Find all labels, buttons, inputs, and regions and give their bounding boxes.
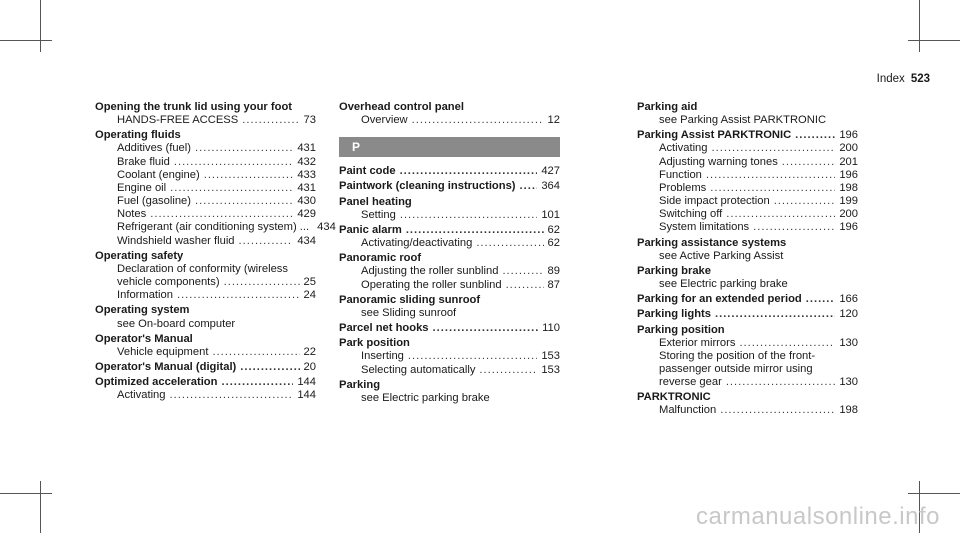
index-heading xyxy=(95,376,316,389)
entry-label: Information xyxy=(117,289,173,302)
entry-page-number: 198 xyxy=(839,181,858,194)
index-subentry xyxy=(637,195,858,208)
index-subentry xyxy=(339,265,560,278)
entry-label: Parking Assist PARKTRONIC xyxy=(637,129,792,142)
entry-page-number: 130 xyxy=(839,376,858,389)
index-subentry xyxy=(339,364,560,377)
index-heading: Operating fluids xyxy=(95,129,181,142)
index-subentry xyxy=(637,169,858,182)
entry-label: Overview xyxy=(361,114,408,127)
leader-dots xyxy=(240,361,299,374)
crop-mark xyxy=(0,493,52,494)
index-subentry: see On-board computer xyxy=(117,317,236,330)
index-subentry xyxy=(95,235,316,248)
entry-label: HANDS-FREE ACCESS xyxy=(117,114,239,127)
index-subentry xyxy=(637,208,858,221)
leader-dots xyxy=(195,142,293,155)
entry-page-number: 87 xyxy=(547,278,560,291)
index-subentry xyxy=(637,337,858,350)
leader-dots xyxy=(506,279,544,292)
entry-page-number: 196 xyxy=(839,168,858,181)
leader-dots xyxy=(774,195,836,208)
entry-page-number: 200 xyxy=(839,142,858,155)
leader-dots xyxy=(221,376,293,389)
leader-dots xyxy=(433,322,539,335)
index-heading xyxy=(637,308,858,321)
entry-label: Panic alarm xyxy=(339,223,402,236)
index-subentry xyxy=(95,208,316,221)
entry-label: Inserting xyxy=(361,350,404,363)
entry-label: Activating xyxy=(117,389,166,402)
index-heading xyxy=(339,322,560,335)
entry-label: Parking for an extended period xyxy=(637,293,802,306)
entry-page-number: 130 xyxy=(839,336,858,349)
leader-dots xyxy=(242,114,299,127)
index-heading: Panel heating xyxy=(339,195,412,208)
index-heading: Parking aid xyxy=(637,101,698,113)
leader-dots xyxy=(177,289,300,302)
watermark: carmanualsonline.info xyxy=(696,503,940,530)
index-subentry xyxy=(637,376,858,389)
leader-dots xyxy=(806,293,836,306)
entry-page-number: 153 xyxy=(541,363,560,376)
index-heading: Overhead control panel xyxy=(339,101,464,113)
entry-page-number: 153 xyxy=(541,350,560,363)
index-heading xyxy=(339,224,560,237)
entry-page-number: 120 xyxy=(839,308,858,321)
leader-dots xyxy=(479,364,537,377)
index-subentry xyxy=(339,237,560,250)
entry-page-number: 427 xyxy=(541,165,560,178)
index-heading: Opening the trunk lid using your foot xyxy=(95,101,293,113)
letter-section-bar xyxy=(339,137,560,157)
entry-page-number: 62 xyxy=(547,223,560,236)
entry-page-number: 196 xyxy=(839,221,858,234)
entry-page-number: 431 xyxy=(297,181,316,194)
entry-page-number: 110 xyxy=(542,322,560,335)
index-subentry: Declaration of conformity (wireless xyxy=(117,262,288,275)
index-subentry xyxy=(95,389,316,402)
leader-dots xyxy=(520,180,538,193)
entry-label: Selecting automatically xyxy=(361,363,476,376)
leader-dots xyxy=(170,182,293,195)
index-subentry xyxy=(339,114,560,127)
index-column-2 xyxy=(339,101,560,405)
entry-label: Brake fluid xyxy=(117,155,170,168)
leader-dots xyxy=(706,169,835,182)
entry-label: Windshield washer fluid xyxy=(117,234,235,247)
index-subentry: see Active Parking Assist xyxy=(659,249,784,262)
leader-dots xyxy=(195,195,293,208)
header-label: Index xyxy=(876,73,905,85)
index-subentry: passenger outside mirror using xyxy=(659,362,813,375)
index-column-3 xyxy=(637,101,858,418)
index-subentry: see Electric parking brake xyxy=(361,391,490,404)
leader-dots xyxy=(212,346,299,359)
page-number: 523 xyxy=(910,73,930,85)
entry-page-number: 200 xyxy=(839,208,858,221)
index-subentry xyxy=(637,156,858,169)
entry-page-number: 73 xyxy=(303,114,316,127)
entry-page-number: 144 xyxy=(297,389,316,402)
leader-dots xyxy=(150,208,293,221)
index-heading: Operating system xyxy=(95,304,190,317)
entry-page-number: 196 xyxy=(839,129,858,142)
index-subentry xyxy=(95,142,316,155)
leader-dots xyxy=(170,389,294,402)
entry-page-number: 364 xyxy=(541,180,560,193)
index-heading: Parking assistance systems xyxy=(637,236,787,249)
entry-label: Paintwork (cleaning instructions) xyxy=(339,180,516,193)
index-subentry xyxy=(95,221,336,234)
leader-dots xyxy=(726,376,836,389)
index-subentry xyxy=(339,350,560,363)
leader-dots xyxy=(753,221,835,234)
crop-mark xyxy=(40,481,41,533)
leader-dots xyxy=(406,224,544,237)
index-subentry xyxy=(95,156,316,169)
entry-page-number: 432 xyxy=(297,155,316,168)
entry-page-number: 12 xyxy=(547,114,560,127)
entry-page-number: 433 xyxy=(297,168,316,181)
leader-dots xyxy=(710,182,835,195)
entry-label: Function xyxy=(659,168,702,181)
entry-page-number: 101 xyxy=(541,208,560,221)
entry-label: Additives (fuel) xyxy=(117,142,191,155)
crop-mark xyxy=(0,40,52,41)
entry-page-number: 429 xyxy=(297,208,316,221)
entry-page-number: 198 xyxy=(839,404,858,417)
entry-page-number: 20 xyxy=(303,360,316,373)
index-subentry xyxy=(95,169,316,182)
index-subentry: see Electric parking brake xyxy=(659,278,788,291)
index-subentry xyxy=(95,276,316,289)
leader-dots xyxy=(795,129,835,142)
leader-dots xyxy=(502,265,543,278)
index-heading xyxy=(637,293,858,306)
index-heading: Panoramic sliding sunroof xyxy=(339,293,481,306)
entry-page-number: 62 xyxy=(547,237,560,250)
index-heading: Operator's Manual xyxy=(95,332,193,345)
index-heading: Parking xyxy=(339,378,381,391)
index-heading: Operating safety xyxy=(95,249,184,262)
entry-label: Exterior mirrors xyxy=(659,336,736,349)
index-subentry xyxy=(95,114,316,127)
entry-label: Parcel net hooks xyxy=(339,322,429,335)
index-subentry xyxy=(339,279,560,292)
leader-dots xyxy=(400,165,538,178)
entry-page-number: 144 xyxy=(297,376,316,389)
leader-dots xyxy=(174,156,293,169)
crop-mark xyxy=(919,0,920,52)
entry-label: Fuel (gasoline) xyxy=(117,195,191,208)
entry-label: Side impact protection xyxy=(659,195,770,208)
entry-label: Optimized acceleration xyxy=(95,376,218,389)
entry-label: Adjusting warning tones xyxy=(659,155,778,168)
leader-dots xyxy=(239,235,294,248)
entry-page-number: 22 xyxy=(303,345,316,358)
entry-label: Refrigerant (air conditioning system) ... xyxy=(117,221,310,234)
index-heading xyxy=(339,165,560,178)
entry-label: Coolant (engine) xyxy=(117,168,200,181)
crop-mark xyxy=(908,40,960,41)
leader-dots xyxy=(715,308,835,321)
entry-page-number: 430 xyxy=(297,195,316,208)
entry-label: Parking lights xyxy=(637,308,711,321)
entry-page-number: 89 xyxy=(547,265,560,278)
index-subentry xyxy=(637,182,858,195)
index-subentry: see Parking Assist PARKTRONIC xyxy=(659,114,827,127)
leader-dots xyxy=(720,404,835,417)
index-heading xyxy=(95,361,316,374)
entry-label: System limitations xyxy=(659,221,750,234)
index-subentry xyxy=(95,346,316,359)
index-heading: PARKTRONIC xyxy=(637,391,711,404)
leader-dots xyxy=(726,208,835,221)
entry-label: Switching off xyxy=(659,208,723,221)
entry-page-number: 25 xyxy=(303,276,316,289)
index-subentry xyxy=(339,209,560,222)
entry-label: Notes xyxy=(117,208,147,221)
page-header xyxy=(877,73,930,85)
index-subentry xyxy=(637,221,858,234)
index-heading xyxy=(637,129,858,142)
index-column-1 xyxy=(95,101,336,402)
leader-dots xyxy=(224,276,300,289)
index-subentry xyxy=(95,182,316,195)
entry-label: Activating xyxy=(659,142,708,155)
entry-label: vehicle components) xyxy=(117,276,220,289)
entry-page-number: 431 xyxy=(297,142,316,155)
index-subentry: see Sliding sunroof xyxy=(361,306,457,319)
entry-page-number: 201 xyxy=(839,155,858,168)
index-subentry xyxy=(637,142,858,155)
entry-label: Operating the roller sunblind xyxy=(361,278,502,291)
index-heading xyxy=(339,180,560,193)
entry-label: Paint code xyxy=(339,165,396,178)
entry-label: Activating/deactivating xyxy=(361,237,473,250)
crop-mark xyxy=(908,493,960,494)
leader-dots xyxy=(400,209,537,222)
index-subentry: Storing the position of the front- xyxy=(659,349,816,362)
index-heading: Park position xyxy=(339,337,410,350)
entry-page-number: 434 xyxy=(297,234,316,247)
index-heading: Parking position xyxy=(637,323,725,336)
leader-dots xyxy=(412,114,544,127)
entry-label: Setting xyxy=(361,208,396,221)
index-subentry xyxy=(95,289,316,302)
entry-label: Malfunction xyxy=(659,404,717,417)
entry-label: reverse gear xyxy=(659,376,722,389)
entry-page-number: 166 xyxy=(839,293,858,306)
crop-mark xyxy=(40,0,41,52)
leader-dots xyxy=(782,156,836,169)
index-heading: Panoramic roof xyxy=(339,252,422,265)
entry-label: Adjusting the roller sunblind xyxy=(361,265,499,278)
entry-label: Vehicle equipment xyxy=(117,345,209,358)
leader-dots xyxy=(408,350,537,363)
entry-page-number: 434 xyxy=(317,221,336,234)
leader-dots xyxy=(476,237,543,250)
leader-dots xyxy=(204,169,294,182)
entry-label: Problems xyxy=(659,181,707,194)
index-subentry xyxy=(637,404,858,417)
index-heading: Parking brake xyxy=(637,264,711,277)
section-letter: P xyxy=(352,140,361,155)
leader-dots xyxy=(739,337,835,350)
entry-label: Operator's Manual (digital) xyxy=(95,360,237,373)
index-subentry xyxy=(95,195,316,208)
leader-dots xyxy=(712,142,836,155)
entry-page-number: 24 xyxy=(303,289,316,302)
entry-page-number: 199 xyxy=(839,195,858,208)
entry-label: Engine oil xyxy=(117,181,167,194)
